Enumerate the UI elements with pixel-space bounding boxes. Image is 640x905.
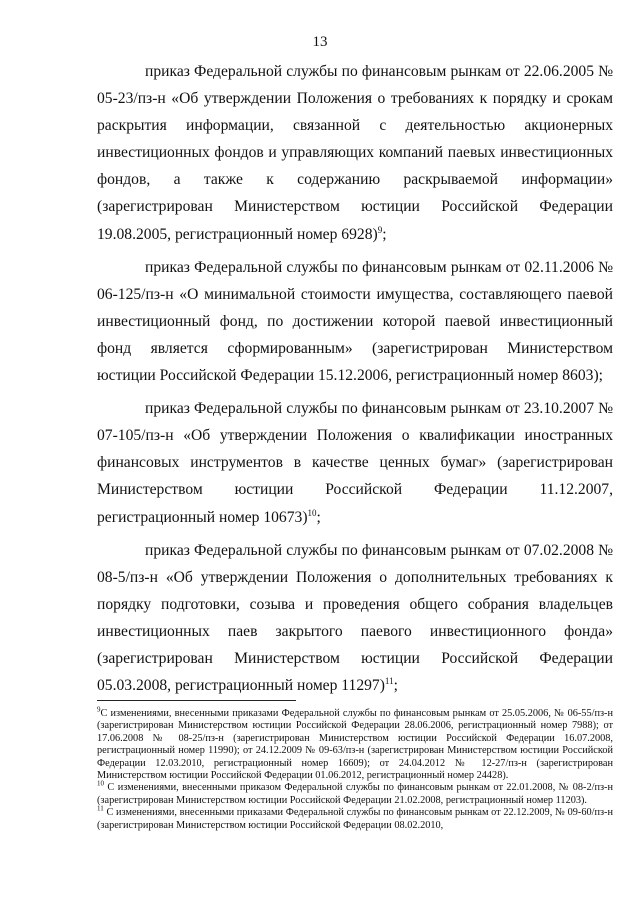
- paragraph-end: ;: [382, 225, 387, 243]
- order-paragraph-4: [97, 537, 613, 700]
- footnote-11: [97, 804, 613, 832]
- footnotes: [97, 705, 614, 832]
- order-paragraph-1: [97, 58, 613, 248]
- footnote-mark: 9: [97, 705, 101, 714]
- footnote-text: С изменениями, внесенными приказами Федеральной службы по финансовым рынкам от 25.05.2006, № 06-55/пз-н (зарегистрирован Министерством юстиции Российской Федерации 28.06.2006, регистрационный номер 7988); от 17.06.2008 № 08-25/пз-н (зарегистрирован Министерством юстиции Российской Федерации 16.07.2008, регистрационный номер 11990); от 24.12.2009 № 09-63/пз-н (зарегистрирован Министерством юстиции Российской Федерации 12.03.2010, регистрационный номер 16609); от 24.04.2012 № 12-27/пз-н (зарегистрирован Министерством юстиции Российской Федерации 01.06.2012, регистрационный номер 24428).: [97, 708, 613, 782]
- footnote-text: С изменениями, внесенными приказами Федеральной службы по финансовым рынкам от 22.12.2009, № 09-60/пз-н (зарегистрирован Министерством юстиции Российской Федерации 08.02.2010,: [97, 807, 613, 831]
- footnote-ref: 11: [384, 675, 394, 686]
- footnote-ref: 9: [377, 224, 383, 235]
- order-paragraph-2: [97, 254, 613, 389]
- page-number: 13: [312, 34, 328, 50]
- footnote-separator: [97, 700, 296, 701]
- paragraph-text: приказ Федеральной службы по финансовым рынкам от 07.02.2008 № 08-5/пз-н «Об утверждении Положения о дополнительных требованиях к порядку подготовки, созыва и проведения общего собрания владельцев инвестиционных паев закрытого паевого инвестиционного фонда» (зарегистрирован Министерством юстиции Российской Федерации 05.03.2008, регистрационный номер 11297): [97, 541, 613, 695]
- footnote-mark: 11: [97, 804, 104, 813]
- footnote-mark: 10: [97, 780, 104, 789]
- footnote-ref: 10: [307, 507, 317, 518]
- footnote-10: [97, 782, 613, 807]
- paragraph-text: приказ Федеральной службы по финансовым рынкам от 02.11.2006 № 06-125/пз-н «О минимальной стоимости имущества, составляющего паевой инвестиционный фонд, по достижении которой паевой инвестиционный фонд является сформированным» (зарегистрирован Министерством юстиции Российской Федерации 15.12.2006, регистрационный номер 8603);: [97, 258, 613, 385]
- body-text: [97, 58, 613, 705]
- paragraph-text: приказ Федеральной службы по финансовым рынкам от 23.10.2007 № 07-105/пз-н «Об утверждении Положения о квалификации иностранных финансовых инструментов в качестве ценных бумаг» (зарегистрирован Министерством юстиции Российской Федерации 11.12.2007, регистрационный номер 10673): [97, 400, 613, 526]
- footnote-9: [97, 705, 613, 782]
- paragraph-text: приказ Федеральной службы по финансовым рынкам от 22.06.2005 № 05-23/пз-н «Об утверждении Положения о требованиях к порядку и срокам раскрытия информации, связанной с деятельностью акционерных инвестиционных фондов и управляющих компаний паевых инвестиционных фондов, а также к содержанию раскрываемой информации» (зарегистрирован Министерством юстиции Российской Федерации 19.08.2005, регистрационный номер 6928): [97, 63, 613, 243]
- order-paragraph-3: [97, 395, 613, 530]
- paragraph-end: ;: [393, 677, 398, 695]
- paragraph-end: ;: [316, 508, 321, 526]
- footnote-text: С изменениями, внесенными приказом Федеральной службы по финансовым рынкам от 22.01.2008, № 08-2/пз-н (зарегистрирован Министерством юстиции Российской Федерации 21.02.2008, регистрационный номер 11203).: [97, 782, 614, 806]
